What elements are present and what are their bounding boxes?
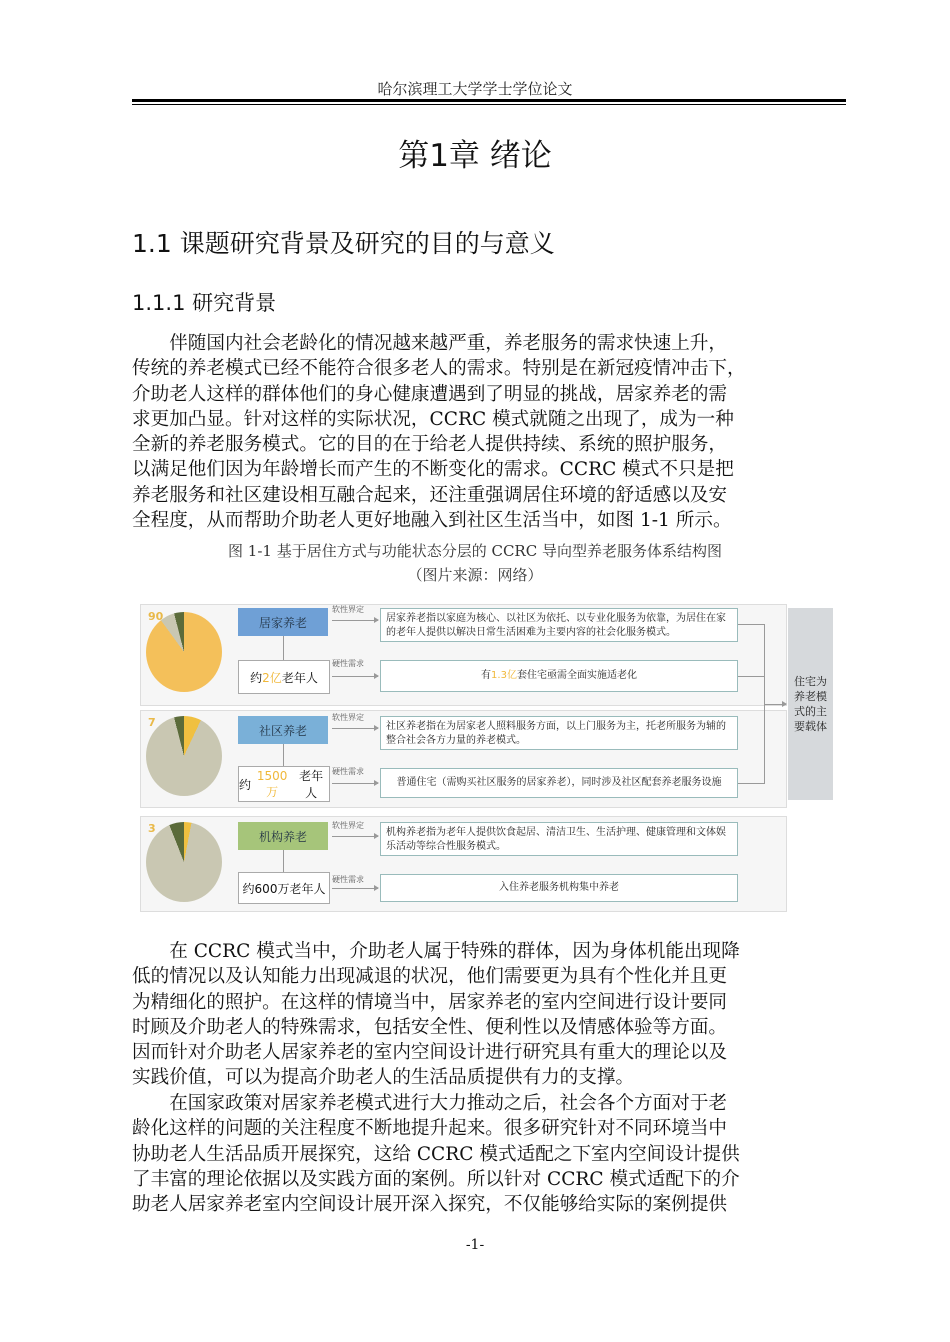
- demand-box: 普通住宅（需购买社区服务的居家养老），同时涉及社区配套养老服务设施: [380, 768, 738, 798]
- paragraph-3: [132, 1091, 846, 1217]
- soft-tag: 软性界定: [332, 821, 364, 830]
- running-header: 哈尔滨理工大学学士学位论文: [377, 80, 573, 98]
- para3-line: 在国家政策对居家养老模式进行大力推动之后，社会各个方面对于老: [169, 1093, 728, 1114]
- definition-box: 社区养老指在为居家老人照料服务方面，以上门服务为主，托老所服务为辅的整合社会各方力量的养老模式。: [380, 716, 738, 750]
- page-number: -1-: [465, 1237, 485, 1253]
- figure-source: （图片来源：网络）: [407, 566, 543, 584]
- para2-line: 因而针对介助老人居家养老的室内空间设计进行研究具有重大的理论以及: [132, 1042, 728, 1064]
- para1-line: 全新的养老服务模式。它的目的在于给老人提供持续、系统的照护服务，: [132, 434, 728, 456]
- para3-line: 协助老人生活品质开展探究，这给 CCRC 模式适配之下室内空间设计提供: [132, 1143, 740, 1165]
- chapter-title: 第1章 绪论: [398, 138, 552, 174]
- para3-line: 龄化这样的问题的关注程度不断地提升起来。很多研究针对不同环境当中: [132, 1118, 728, 1140]
- population-label: 约600万老年人: [238, 872, 330, 904]
- para2-line: 低的情况以及认知能力出现减退的状况，他们需要更为具有个性化并且更: [132, 966, 728, 988]
- soft-tag: 软性界定: [332, 605, 364, 614]
- connector: [283, 850, 284, 872]
- arrow-icon: [332, 728, 378, 729]
- ccrc-structure-figure: [140, 600, 835, 912]
- pie-chart-home: [146, 612, 222, 692]
- definition-box: 居家养老指以家庭为核心、以社区为依托、以专业化服务为依靠，为居住在家的老年人提供以解决日常生活困难为主要内容的社会化服务模式。: [380, 608, 738, 642]
- arrow-icon: [332, 836, 378, 837]
- para2-line: 在 CCRC 模式当中，介助老人属于特殊的群体，因为身体机能出现降: [169, 941, 740, 962]
- hard-tag: 硬性需求: [332, 875, 364, 884]
- arrow-icon: [332, 620, 378, 621]
- feed-line: [738, 783, 764, 784]
- result-box: 住宅为养老模式的主要载体: [788, 608, 833, 800]
- para2-line: 时顾及介助老人的特殊需求，包括安全性、便利性以及情感体验等方面。: [132, 1016, 728, 1038]
- pie-chart-institution: [146, 822, 222, 902]
- para1-line: 介助老人这样的群体他们的身心健康遭遇到了明显的挑战，居家养老的需: [132, 383, 728, 405]
- section-title: 1.1 课题研究背景及研究的目的与意义: [132, 229, 555, 258]
- pie-percent: 90: [148, 610, 164, 623]
- hard-tag: 硬性需求: [332, 767, 364, 776]
- para2-line: 实践价值，可以为提高介助老人的生活品质提供有力的支撑。: [132, 1067, 635, 1089]
- pie-percent: 7: [148, 716, 156, 729]
- paragraph-1: [132, 331, 846, 533]
- arrow-icon: [764, 704, 786, 705]
- category-label: 社区养老: [238, 716, 328, 744]
- figure-caption: 图 1-1 基于居住方式与功能状态分层的 CCRC 导向型养老服务体系结构图: [228, 542, 722, 560]
- para1-line: 全程度，从而帮助介助老人更好地融入到社区生活当中，如图 1-1 所示。: [132, 510, 732, 532]
- para1-line: 传统的养老模式已经不能符合很多老人的需求。特别是在新冠疫情冲击下，: [132, 358, 746, 380]
- demand-box: 入住养老服务机构集中养老: [380, 874, 738, 902]
- population-label: 约 1500万 老年人: [238, 766, 330, 802]
- para3-line: 助老人居家养老室内空间设计展开深入探究，不仅能够给实际的案例提供: [132, 1194, 728, 1216]
- para1-line: 伴随国内社会老龄化的情况越来越严重，养老服务的需求快速上升，: [169, 333, 728, 354]
- arrow-icon: [332, 676, 378, 677]
- pie-percent: 3: [148, 822, 156, 835]
- hard-tag: 硬性需求: [332, 659, 364, 668]
- soft-tag: 软性界定: [332, 713, 364, 722]
- header-rule-thin: [132, 104, 846, 105]
- para1-line: 以满足他们因为年龄增长而产生的不断变化的需求。CCRC 模式不只是把: [132, 459, 734, 481]
- para1-line: 求更加凸显。针对这样的实际状况，CCRC 模式就随之出现了，成为一种: [132, 408, 734, 430]
- feed-line: [738, 676, 764, 677]
- paragraph-2: [132, 939, 846, 1091]
- arrow-icon: [332, 783, 378, 784]
- category-label: 居家养老: [238, 608, 328, 636]
- para1-line: 养老服务和社区建设相互融合起来，还注重强调居住环境的舒适感以及安: [132, 484, 728, 506]
- population-label: 约 2亿 老年人: [238, 660, 330, 694]
- arrow-icon: [332, 888, 378, 889]
- header-rule-thick: [132, 99, 846, 102]
- connector: [283, 636, 284, 660]
- pie-chart-community: [146, 716, 222, 796]
- subsection-title: 1.1.1 研究背景: [132, 291, 277, 315]
- connector: [283, 744, 284, 766]
- category-label: 机构养老: [238, 822, 328, 850]
- feed-line: [738, 624, 764, 625]
- para3-line: 了丰富的理论依据以及实践方面的案例。所以针对 CCRC 模式适配下的介: [132, 1168, 740, 1190]
- para2-line: 为精细化的照护。在这样的情境当中，居家养老的室内空间进行设计要同: [132, 991, 728, 1013]
- definition-box: 机构养老指为老年人提供饮食起居、清洁卫生、生活护理、健康管理和文体娱乐活动等综合性服务模式。: [380, 822, 738, 856]
- demand-box: 有 1.3亿 套住宅亟需全面实施适老化: [380, 660, 738, 692]
